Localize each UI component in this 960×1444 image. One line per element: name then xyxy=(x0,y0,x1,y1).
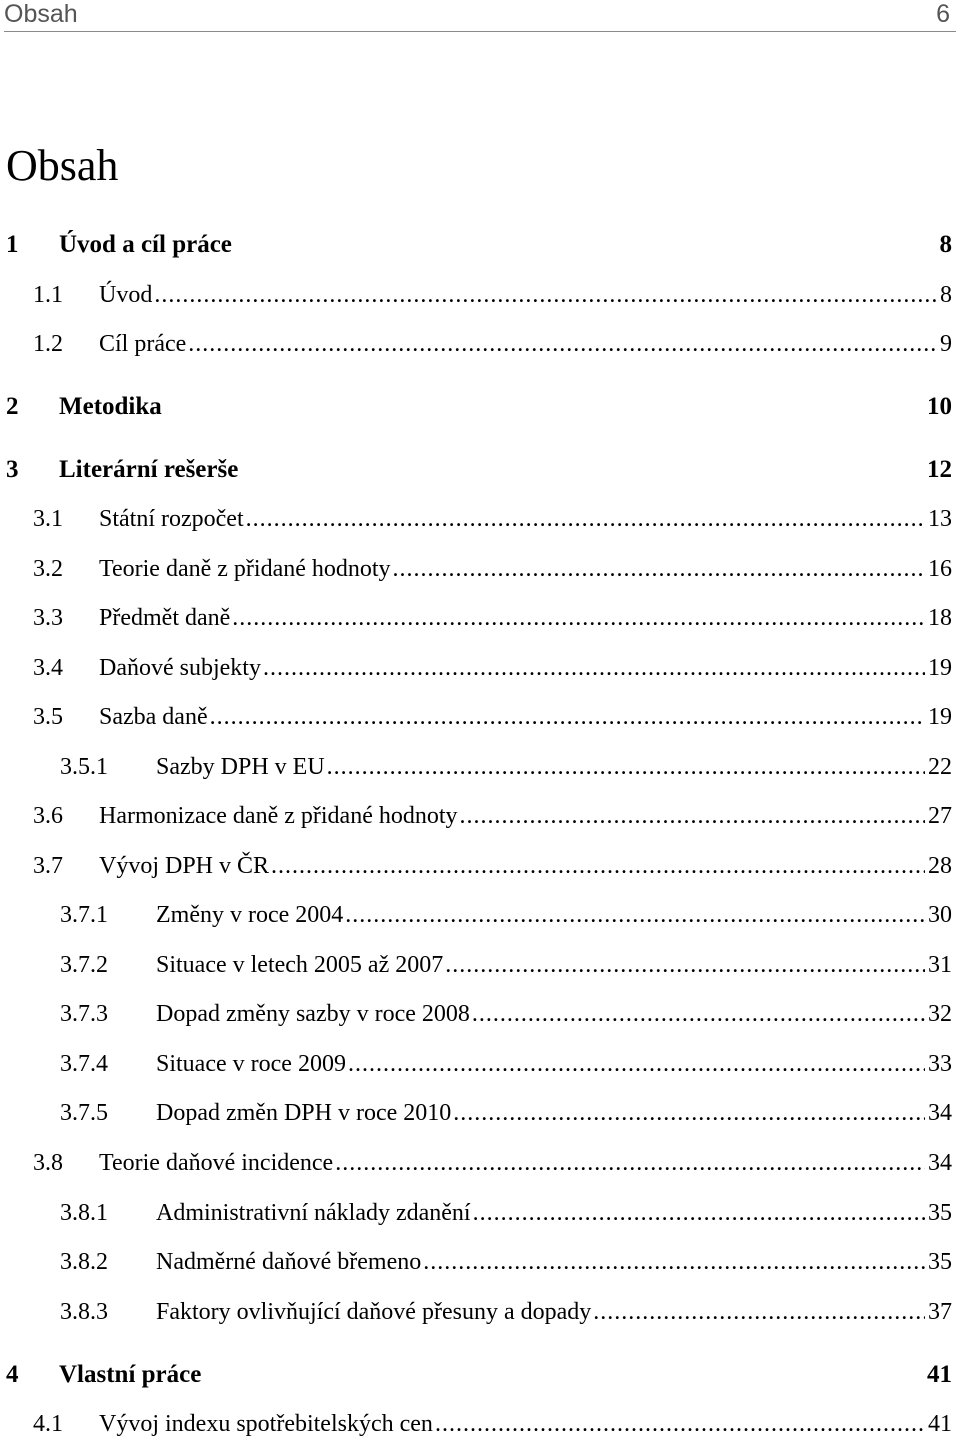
toc-page: 32 xyxy=(928,1001,952,1027)
toc-section[interactable] xyxy=(33,328,952,360)
toc-leader xyxy=(154,279,937,311)
toc-leader xyxy=(453,1097,925,1129)
toc-leader xyxy=(335,1147,925,1179)
toc-leader xyxy=(210,701,925,733)
toc-number: 3 xyxy=(6,456,19,483)
toc-page: 34 xyxy=(928,1150,952,1176)
toc-number: 3.5 xyxy=(33,704,63,730)
toc-title: Faktory ovlivňující daňové přesuny a dopady xyxy=(156,1299,592,1325)
toc-title: Teorie daně z přidané hodnoty xyxy=(99,556,391,582)
toc-number: 3.7.2 xyxy=(60,952,108,978)
toc-section[interactable] xyxy=(33,850,952,882)
toc-page: 12 xyxy=(927,456,952,483)
toc-section[interactable] xyxy=(33,1408,952,1440)
toc-section[interactable] xyxy=(33,652,952,684)
toc-page: 37 xyxy=(928,1299,952,1325)
toc-number: 3.4 xyxy=(33,655,63,681)
toc-leader xyxy=(423,1246,925,1278)
toc-section[interactable] xyxy=(33,602,952,634)
toc-number: 3.5.1 xyxy=(60,754,108,780)
toc-number: 3.8.3 xyxy=(60,1299,108,1325)
toc-number: 1 xyxy=(6,231,19,258)
toc-title: Literární rešerše xyxy=(59,456,239,483)
header-page-number: 6 xyxy=(936,0,950,28)
toc-page: 30 xyxy=(928,902,952,928)
toc-title: Vývoj indexu spotřebitelských cen xyxy=(99,1411,433,1437)
toc-number: 3.7.5 xyxy=(60,1100,108,1126)
toc-page: 18 xyxy=(928,605,952,631)
toc-number: 1.2 xyxy=(33,331,63,357)
toc-subsection[interactable] xyxy=(60,1197,952,1229)
toc-subsection[interactable] xyxy=(60,1048,952,1080)
toc-title: Harmonizace daně z přidané hodnoty xyxy=(99,803,458,829)
toc-title: Situace v roce 2009 xyxy=(156,1051,346,1077)
toc-title: Předmět daně xyxy=(99,605,231,631)
toc-section[interactable] xyxy=(33,701,952,733)
toc-leader xyxy=(348,1048,925,1080)
toc-page: 41 xyxy=(928,1411,952,1437)
toc-title: Teorie daňové incidence xyxy=(99,1150,334,1176)
toc-page: 16 xyxy=(928,556,952,582)
toc-title: Vlastní práce xyxy=(59,1361,202,1388)
toc-page: 8 xyxy=(939,231,952,258)
toc-title: Nadměrné daňové břemeno xyxy=(156,1249,422,1275)
toc-section[interactable] xyxy=(33,1147,952,1179)
toc-number: 3.8 xyxy=(33,1150,63,1176)
toc-number: 3.8.2 xyxy=(60,1249,108,1275)
toc-number: 3.7.4 xyxy=(60,1051,108,1077)
toc-number: 3.7.1 xyxy=(60,902,108,928)
toc-section[interactable] xyxy=(33,553,952,585)
page-title: Obsah xyxy=(6,141,119,190)
toc-page: 35 xyxy=(928,1249,952,1275)
toc-title: Státní rozpočet xyxy=(99,506,244,532)
toc-page: 10 xyxy=(927,393,952,420)
toc-section[interactable] xyxy=(33,503,952,535)
toc-title: Daňové subjekty xyxy=(99,655,261,681)
toc-title: Dopad změny sazby v roce 2008 xyxy=(156,1001,470,1027)
toc-subsection[interactable] xyxy=(60,899,952,931)
toc-page: 41 xyxy=(927,1361,952,1388)
toc-page: 22 xyxy=(928,754,952,780)
toc-section[interactable] xyxy=(33,279,952,311)
toc-subsection[interactable] xyxy=(60,998,952,1030)
toc-leader xyxy=(445,949,925,981)
toc-title: Sazby DPH v EU xyxy=(156,754,325,780)
toc-leader xyxy=(593,1296,925,1328)
toc-subsection[interactable] xyxy=(60,1246,952,1278)
toc-title: Vývoj DPH v ČR xyxy=(99,853,270,879)
toc-leader xyxy=(246,503,925,535)
toc-leader xyxy=(188,328,937,360)
toc-chapter[interactable] xyxy=(6,391,952,423)
toc-title: Administrativní náklady zdanění xyxy=(156,1200,471,1226)
running-header xyxy=(4,0,956,32)
toc-subsection[interactable] xyxy=(60,1296,952,1328)
toc-page: 13 xyxy=(928,506,952,532)
toc-title: Úvod a cíl práce xyxy=(59,231,232,258)
toc-leader xyxy=(345,899,925,931)
toc-leader xyxy=(393,553,925,585)
header-section-title: Obsah xyxy=(4,0,78,28)
toc-section[interactable] xyxy=(33,800,952,832)
toc-leader xyxy=(263,652,925,684)
toc-page: 27 xyxy=(928,803,952,829)
toc-page: 8 xyxy=(940,282,952,308)
toc-number: 3.8.1 xyxy=(60,1200,108,1226)
toc-title: Cíl práce xyxy=(99,331,187,357)
toc-page: 33 xyxy=(928,1051,952,1077)
toc-leader xyxy=(435,1408,925,1440)
toc-title: Úvod xyxy=(99,282,153,308)
toc-number: 3.1 xyxy=(33,506,63,532)
toc-page: 35 xyxy=(928,1200,952,1226)
toc-page: 34 xyxy=(928,1100,952,1126)
toc-page: 9 xyxy=(940,331,952,357)
toc-page: 28 xyxy=(928,853,952,879)
toc-page: 19 xyxy=(928,655,952,681)
toc-number: 1.1 xyxy=(33,282,63,308)
toc-number: 3.2 xyxy=(33,556,63,582)
toc-leader xyxy=(473,1197,925,1229)
toc-number: 2 xyxy=(6,393,19,420)
toc-number: 3.7.3 xyxy=(60,1001,108,1027)
toc-number: 4.1 xyxy=(33,1411,63,1437)
toc-title: Sazba daně xyxy=(99,704,208,730)
toc-subsection[interactable] xyxy=(60,949,952,981)
toc-chapter[interactable] xyxy=(6,1359,952,1391)
toc-leader xyxy=(232,602,925,634)
toc-leader xyxy=(271,850,925,882)
toc-subsection[interactable] xyxy=(60,751,952,783)
toc-title: Metodika xyxy=(59,393,162,420)
toc-subsection[interactable] xyxy=(60,1097,952,1129)
toc-leader xyxy=(327,751,925,783)
toc-title: Změny v roce 2004 xyxy=(156,902,344,928)
toc-page: 31 xyxy=(928,952,952,978)
toc-number: 4 xyxy=(6,1361,19,1388)
toc-number: 3.3 xyxy=(33,605,63,631)
toc-title: Situace v letech 2005 až 2007 xyxy=(156,952,444,978)
toc-number: 3.6 xyxy=(33,803,63,829)
toc-page: 19 xyxy=(928,704,952,730)
toc-chapter[interactable] xyxy=(6,454,952,486)
toc-leader xyxy=(472,998,925,1030)
toc-title: Dopad změn DPH v roce 2010 xyxy=(156,1100,452,1126)
toc-number: 3.7 xyxy=(33,853,63,879)
toc-chapter[interactable] xyxy=(6,229,952,261)
toc-leader xyxy=(460,800,925,832)
